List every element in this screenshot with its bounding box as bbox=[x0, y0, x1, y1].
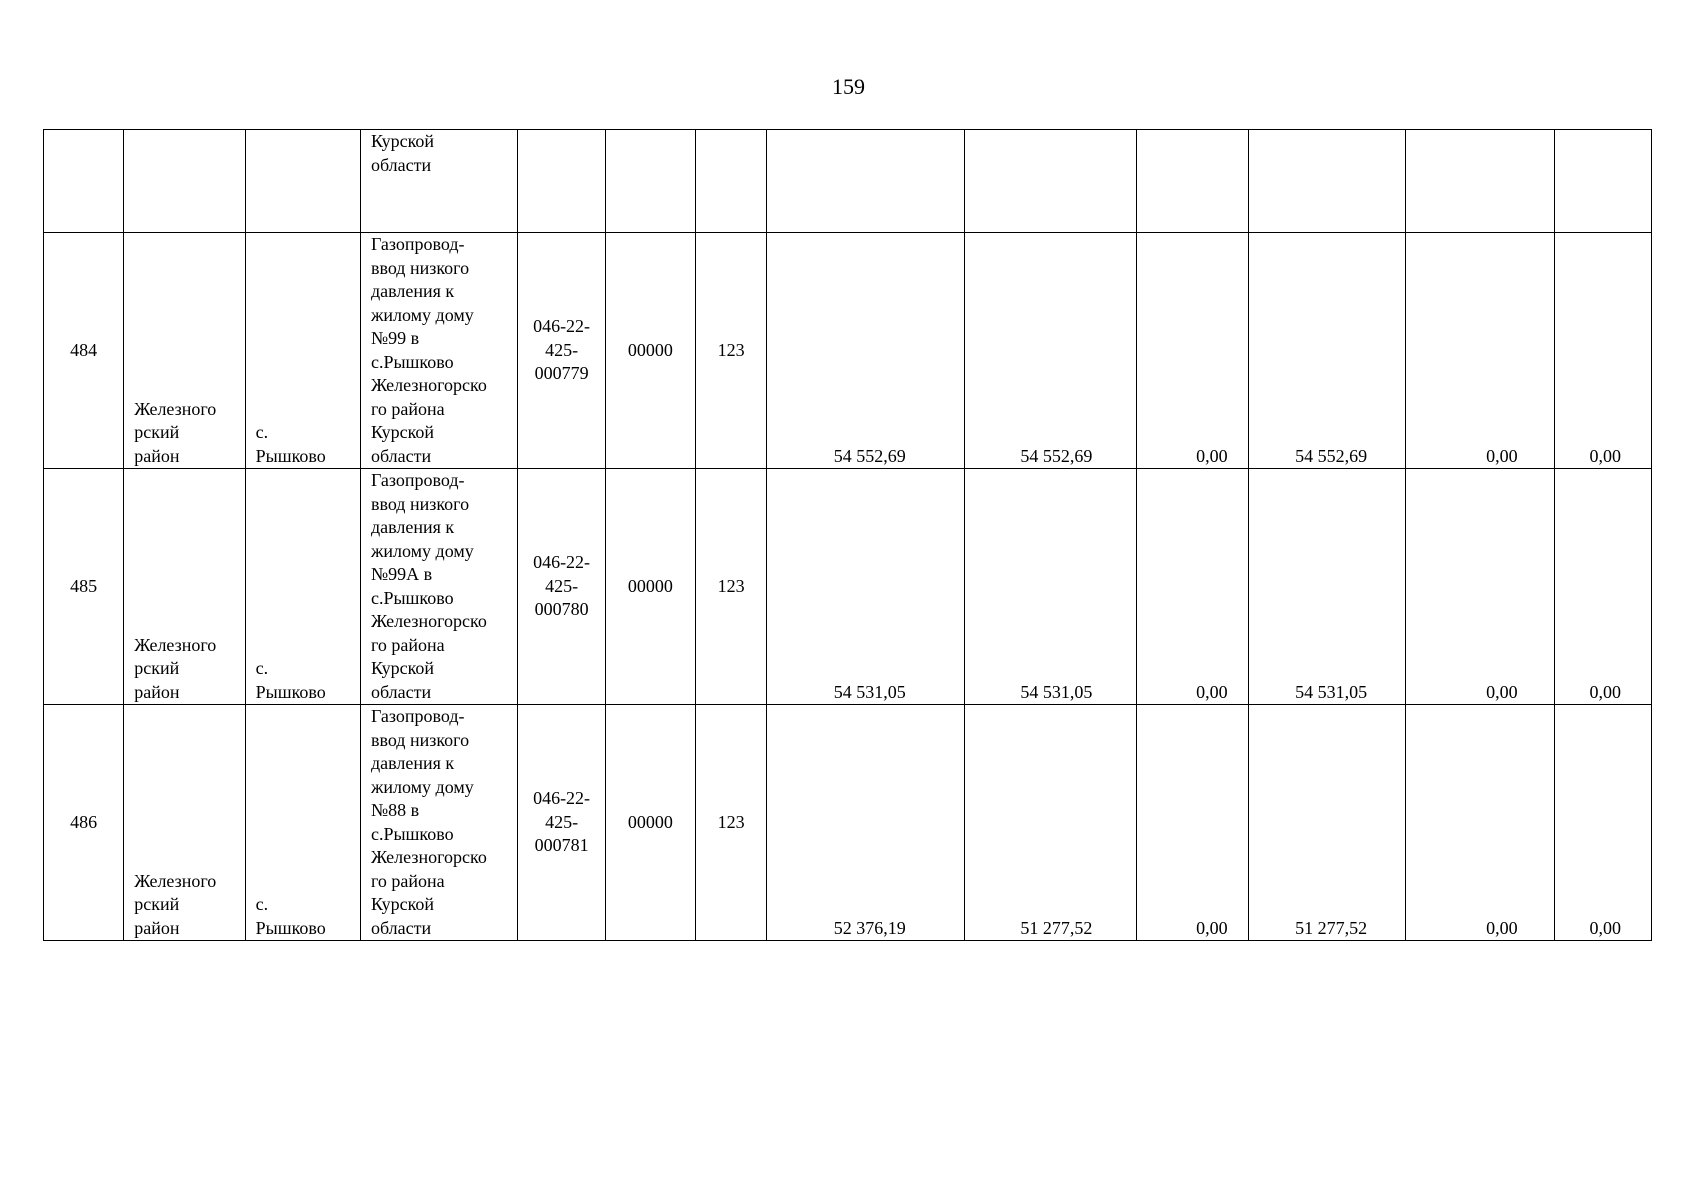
cell-code1 bbox=[605, 705, 695, 941]
amount-2: 54 531,05 bbox=[1020, 681, 1093, 702]
amount-4: 54 552,69 bbox=[1295, 445, 1368, 466]
amount-2: 54 552,69 bbox=[1020, 445, 1093, 466]
description-text: Газопровод- ввод низкого давления к жилому дому №99А в с.Рышково Железногорско го района Курской области bbox=[370, 470, 487, 702]
cell-amount-4 bbox=[1248, 705, 1405, 941]
cell-description bbox=[360, 469, 517, 705]
cell-amount-3 bbox=[1137, 130, 1248, 233]
cell-settlement bbox=[245, 130, 360, 233]
row-index: 484 bbox=[70, 339, 98, 360]
registry-table bbox=[43, 129, 1652, 941]
cadastral-number: 046-22- 425- 000781 bbox=[533, 788, 591, 856]
cell-index bbox=[44, 130, 124, 233]
code1-text: 00000 bbox=[627, 339, 673, 360]
cell-amount-5 bbox=[1406, 233, 1554, 469]
table-row-continuation bbox=[44, 130, 1652, 233]
amount-4: 51 277,52 bbox=[1295, 917, 1368, 938]
amount-5: 0,00 bbox=[1486, 917, 1518, 938]
cell-description bbox=[360, 233, 517, 469]
cell-code2 bbox=[695, 233, 766, 469]
description-text: Газопровод- ввод низкого давления к жилому дому №99 в с.Рышково Железногорско го района Курской области bbox=[370, 234, 487, 466]
cell-cadastral bbox=[518, 469, 605, 705]
settlement-text: с. Рышково bbox=[255, 422, 326, 466]
cell-amount-4 bbox=[1248, 469, 1405, 705]
cell-cadastral bbox=[518, 130, 605, 233]
code1-text: 00000 bbox=[627, 811, 673, 832]
code1-text: 00000 bbox=[627, 575, 673, 596]
cell-amount-1 bbox=[767, 469, 965, 705]
cell-district bbox=[124, 705, 245, 941]
cell-index bbox=[44, 705, 124, 941]
page-number: 159 bbox=[832, 74, 865, 99]
cell-amount-6 bbox=[1554, 469, 1651, 705]
cell-district bbox=[124, 130, 245, 233]
table-row bbox=[44, 705, 1652, 941]
cell-amount-5 bbox=[1406, 469, 1554, 705]
district-text: Железного рский район bbox=[134, 634, 217, 702]
row-index: 486 bbox=[70, 811, 98, 832]
cell-amount-1 bbox=[767, 233, 965, 469]
cell-amount-4 bbox=[1248, 130, 1405, 233]
cell-settlement bbox=[245, 233, 360, 469]
cell-amount-2 bbox=[964, 705, 1137, 941]
amount-1: 52 376,19 bbox=[833, 917, 906, 938]
cell-settlement bbox=[245, 705, 360, 941]
cell-description bbox=[360, 705, 517, 941]
code2-text: 123 bbox=[717, 575, 745, 596]
row-index: 485 bbox=[70, 575, 98, 596]
amount-3: 0,00 bbox=[1196, 681, 1228, 702]
cell-amount-2 bbox=[964, 469, 1137, 705]
cell-code1 bbox=[605, 130, 695, 233]
cell-amount-6 bbox=[1554, 233, 1651, 469]
code2-text: 123 bbox=[717, 339, 745, 360]
amount-1: 54 531,05 bbox=[833, 681, 906, 702]
cell-settlement bbox=[245, 469, 360, 705]
cell-cadastral bbox=[518, 705, 605, 941]
amount-5: 0,00 bbox=[1486, 681, 1518, 702]
district-text: Железного рский район bbox=[134, 398, 217, 466]
cell-index bbox=[44, 469, 124, 705]
description-text: Газопровод- ввод низкого давления к жилому дому №88 в с.Рышково Железногорско го района Курской области bbox=[370, 706, 487, 938]
amount-2: 51 277,52 bbox=[1020, 917, 1093, 938]
cell-amount-3 bbox=[1137, 469, 1248, 705]
cell-amount-2 bbox=[964, 130, 1137, 233]
cell-amount-5 bbox=[1406, 130, 1554, 233]
amount-6: 0,00 bbox=[1589, 917, 1621, 938]
cell-amount-5 bbox=[1406, 705, 1554, 941]
cell-amount-2 bbox=[964, 233, 1137, 469]
cell-amount-1 bbox=[767, 705, 965, 941]
amount-3: 0,00 bbox=[1196, 917, 1228, 938]
amount-6: 0,00 bbox=[1589, 445, 1621, 466]
table-row bbox=[44, 469, 1652, 705]
cadastral-number: 046-22- 425- 000779 bbox=[533, 316, 591, 384]
cell-code1 bbox=[605, 469, 695, 705]
cell-code2 bbox=[695, 130, 766, 233]
cell-amount-3 bbox=[1137, 233, 1248, 469]
settlement-text: с. Рышково bbox=[255, 658, 326, 702]
cell-code2 bbox=[695, 469, 766, 705]
settlement-text: с. Рышково bbox=[255, 894, 326, 938]
cell-code1 bbox=[605, 233, 695, 469]
cell-description bbox=[360, 130, 517, 233]
cell-amount-6 bbox=[1554, 130, 1651, 233]
description-text: Курской области bbox=[370, 131, 435, 175]
code2-text: 123 bbox=[717, 811, 745, 832]
district-text: Железного рский район bbox=[134, 870, 217, 938]
amount-3: 0,00 bbox=[1196, 445, 1228, 466]
table-row bbox=[44, 233, 1652, 469]
amount-6: 0,00 bbox=[1589, 681, 1621, 702]
cell-district bbox=[124, 469, 245, 705]
cell-district bbox=[124, 233, 245, 469]
cell-amount-4 bbox=[1248, 233, 1405, 469]
cell-cadastral bbox=[518, 233, 605, 469]
cell-index bbox=[44, 233, 124, 469]
cell-code2 bbox=[695, 705, 766, 941]
amount-4: 54 531,05 bbox=[1295, 681, 1368, 702]
cell-amount-6 bbox=[1554, 705, 1651, 941]
cell-amount-1 bbox=[767, 130, 965, 233]
amount-1: 54 552,69 bbox=[833, 445, 906, 466]
cell-amount-3 bbox=[1137, 705, 1248, 941]
cadastral-number: 046-22- 425- 000780 bbox=[533, 552, 591, 620]
amount-5: 0,00 bbox=[1486, 445, 1518, 466]
